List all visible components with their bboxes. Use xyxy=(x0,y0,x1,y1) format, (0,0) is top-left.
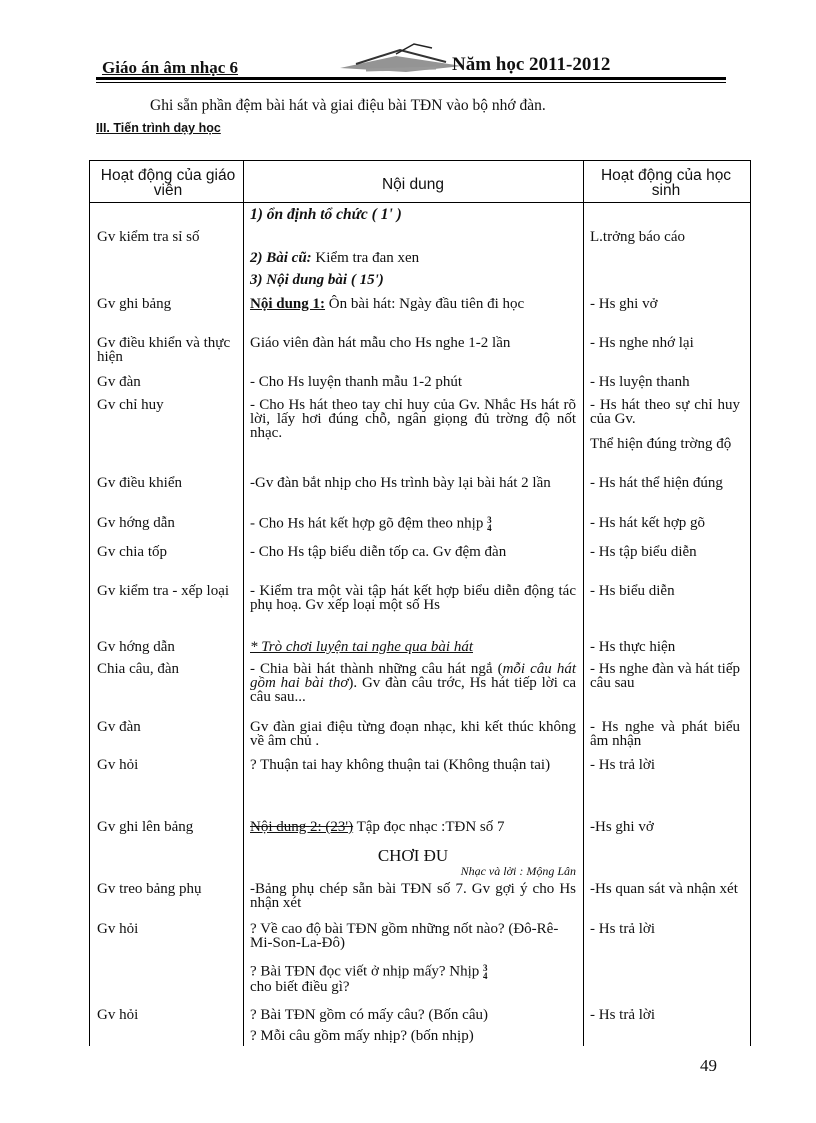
header-student: Hoạt động của học sinh xyxy=(600,167,732,199)
table-divider-2 xyxy=(583,160,584,1046)
cell-teacher: Gv hỏi xyxy=(97,921,139,937)
song-title: CHƠI ĐU xyxy=(377,846,449,865)
cell-teacher: Gv chỉ huy xyxy=(97,397,164,413)
cell-student: - Hs trả lời xyxy=(590,1007,656,1023)
intro-text: Ghi sẵn phần đệm bài hát và giai điệu bài TĐN vào bộ nhớ đàn. xyxy=(150,97,546,114)
time-signature xyxy=(487,516,492,532)
cell-teacher: Gv đàn xyxy=(97,719,141,735)
cell-content xyxy=(250,516,576,532)
header-content: Nội dung xyxy=(381,176,445,193)
cell-content xyxy=(250,297,576,311)
cell-student: - Hs nghe và phát biểu âm nhận xyxy=(590,719,740,749)
content-text: Kiểm tra đan xen xyxy=(315,250,420,266)
cell-student: - Hs hát thể hiện đúng xyxy=(590,475,723,491)
header-rule-thick xyxy=(96,77,726,80)
frac-den: 4 xyxy=(483,971,488,981)
cell-content: Gv đàn giai điệu từng đoạn nhạc, khi kết thúc không về âm chủ . xyxy=(250,719,576,749)
cell-teacher: Gv hớng dẫn xyxy=(97,639,175,655)
cell-content: ? Bài TĐN gồm có mấy câu? (Bốn câu) xyxy=(250,1007,488,1023)
content-text: - Chia bài hát thành những câu hát ngắ ( xyxy=(250,661,503,677)
cell-content: - Kiểm tra một vài tập hát kết hợp biểu diễn động tác phụ hoạ. Gv xếp loại một số Hs xyxy=(250,583,576,613)
cell-student: - Hs nghe nhớ lại xyxy=(590,335,694,351)
cell-teacher: Gv ghi lên bảng xyxy=(97,819,194,835)
cell-teacher: Chia câu, đàn xyxy=(97,661,180,677)
cell-teacher: Gv treo bảng phụ xyxy=(97,881,202,897)
frac-num: 3 xyxy=(487,515,492,525)
cell-content: ? Mỗi câu gồm mấy nhịp? (bốn nhịp) xyxy=(250,1028,474,1044)
time-signature xyxy=(483,964,488,980)
table-divider-1 xyxy=(243,160,244,1046)
cell-teacher: Gv đàn xyxy=(97,374,141,390)
cell-content: -Bảng phụ chép sẵn bài TĐN số 7. Gv gợi ý cho Hs nhận xét xyxy=(250,881,576,911)
cell-content: - Cho Hs tập biểu diễn tốp ca. Gv đệm đàn xyxy=(250,544,507,560)
cell-content: 1) ổn định tổ chức ( 1' ) xyxy=(250,206,402,223)
cell-teacher: Gv kiểm tra sỉ số xyxy=(97,229,200,245)
content-text: ). Gv đàn câu trớc, Hs hát tiếp lời ca câu sau... xyxy=(250,675,577,705)
content-text: Tập đọc nhạc :TĐN số 7 xyxy=(356,819,505,835)
cell-student: - Hs hát kết hợp gõ xyxy=(590,515,705,531)
cell-content: 3) Nội dung bài ( 15') xyxy=(250,272,384,288)
cell-content: Giáo viên đàn hát mẫu cho Hs nghe 1-2 lần xyxy=(250,335,511,351)
frac-den: 4 xyxy=(487,523,492,533)
cell-content xyxy=(250,820,576,834)
header-left: Giáo án âm nhạc 6 xyxy=(102,58,239,77)
cell-teacher: Gv hỏi xyxy=(97,1007,139,1023)
cell-teacher: Gv điều khiển xyxy=(97,475,182,491)
cell-student: - Hs thực hiện xyxy=(590,639,676,655)
cell-teacher: Gv hỏi xyxy=(97,757,139,773)
cell-teacher: Gv ghi bảng xyxy=(97,296,172,312)
cell-student: - Hs nghe đàn và hát tiếp câu sau xyxy=(590,661,740,691)
cell-teacher: Gv chia tốp xyxy=(97,544,167,560)
header-rule-thin xyxy=(96,82,726,83)
cell-student: - Hs trả lời xyxy=(590,921,656,937)
cell-student: - Hs biểu diễn xyxy=(590,583,675,599)
cell-content xyxy=(250,964,576,994)
cell-student: - Hs hát theo sự chỉ huy của Gv. xyxy=(590,397,740,427)
cell-student: -Hs ghi vở xyxy=(590,819,654,835)
content-text: - Cho Hs hát kết hợp gõ đệm theo nhịp xyxy=(250,515,484,532)
cell-student: Thể hiện đúng trờng độ xyxy=(590,436,732,452)
cell-student: -Hs quan sát và nhận xét xyxy=(590,881,738,897)
cell-content: * Trò chơi luyện tai nghe qua bài hát xyxy=(250,639,473,655)
content-label: 2) Bài cũ: xyxy=(250,250,312,266)
cell-student: L.trởng báo cáo xyxy=(590,229,685,245)
cell-content: -Gv đàn bắt nhịp cho Hs trình bày lại bài hát 2 lần xyxy=(250,475,551,491)
cell-teacher: Gv hớng dẫn xyxy=(97,515,175,531)
song-author: Nhạc và lời : Mộng Lân xyxy=(460,864,576,878)
section-title: III. Tiến trình dạy học xyxy=(96,121,221,135)
content-text: ? Bài TĐN đọc viết ở nhịp mấy? Nhịp xyxy=(250,963,480,980)
cell-content: ? Về cao độ bài TĐN gồm những nốt nào? (Đô-Rê-Mi-Son-La-Đô) xyxy=(250,921,559,951)
cell-content xyxy=(250,251,576,265)
content-italic: mỗi câu hát gồm hai bài thơ xyxy=(250,661,576,691)
cell-student: - Hs tập biểu diễn xyxy=(590,544,697,560)
cell-teacher: Gv điều khiển và thực hiện xyxy=(97,335,231,365)
header-teacher: Hoạt động của giáo viên xyxy=(100,167,236,199)
cell-student: - Hs ghi vở xyxy=(590,296,658,312)
cell-content xyxy=(250,662,576,704)
cell-content: - Cho Hs luyện thanh mẫu 1-2 phút xyxy=(250,374,463,390)
content-label: Nội dung 2: (23') xyxy=(250,819,354,835)
cell-student: - Hs trả lời xyxy=(590,757,656,773)
content-label: Nội dung 1: xyxy=(250,296,326,312)
cell-student: - Hs luyện thanh xyxy=(590,374,690,390)
frac-num: 3 xyxy=(483,963,488,973)
cell-content: - Cho Hs hát theo tay chỉ huy của Gv. Nhắc Hs hát rõ lời, lấy hơi đúng chỗ, ngân giọng đủ trờng độ nốt nhạc. xyxy=(250,397,576,441)
cell-content: ? Thuận tai hay không thuận tai (Không thuận tai) xyxy=(250,757,551,773)
book-quill-icon xyxy=(336,42,466,76)
table-header-rule xyxy=(89,202,751,203)
cell-teacher: Gv kiểm tra - xếp loại xyxy=(97,583,230,599)
content-text: Ôn bài hát: Ngày đầu tiên đi học xyxy=(328,296,525,312)
page-number: 49 xyxy=(700,1056,717,1075)
content-text: cho biết điều gì? xyxy=(250,979,350,995)
header-right: Năm học 2011-2012 xyxy=(452,54,611,75)
